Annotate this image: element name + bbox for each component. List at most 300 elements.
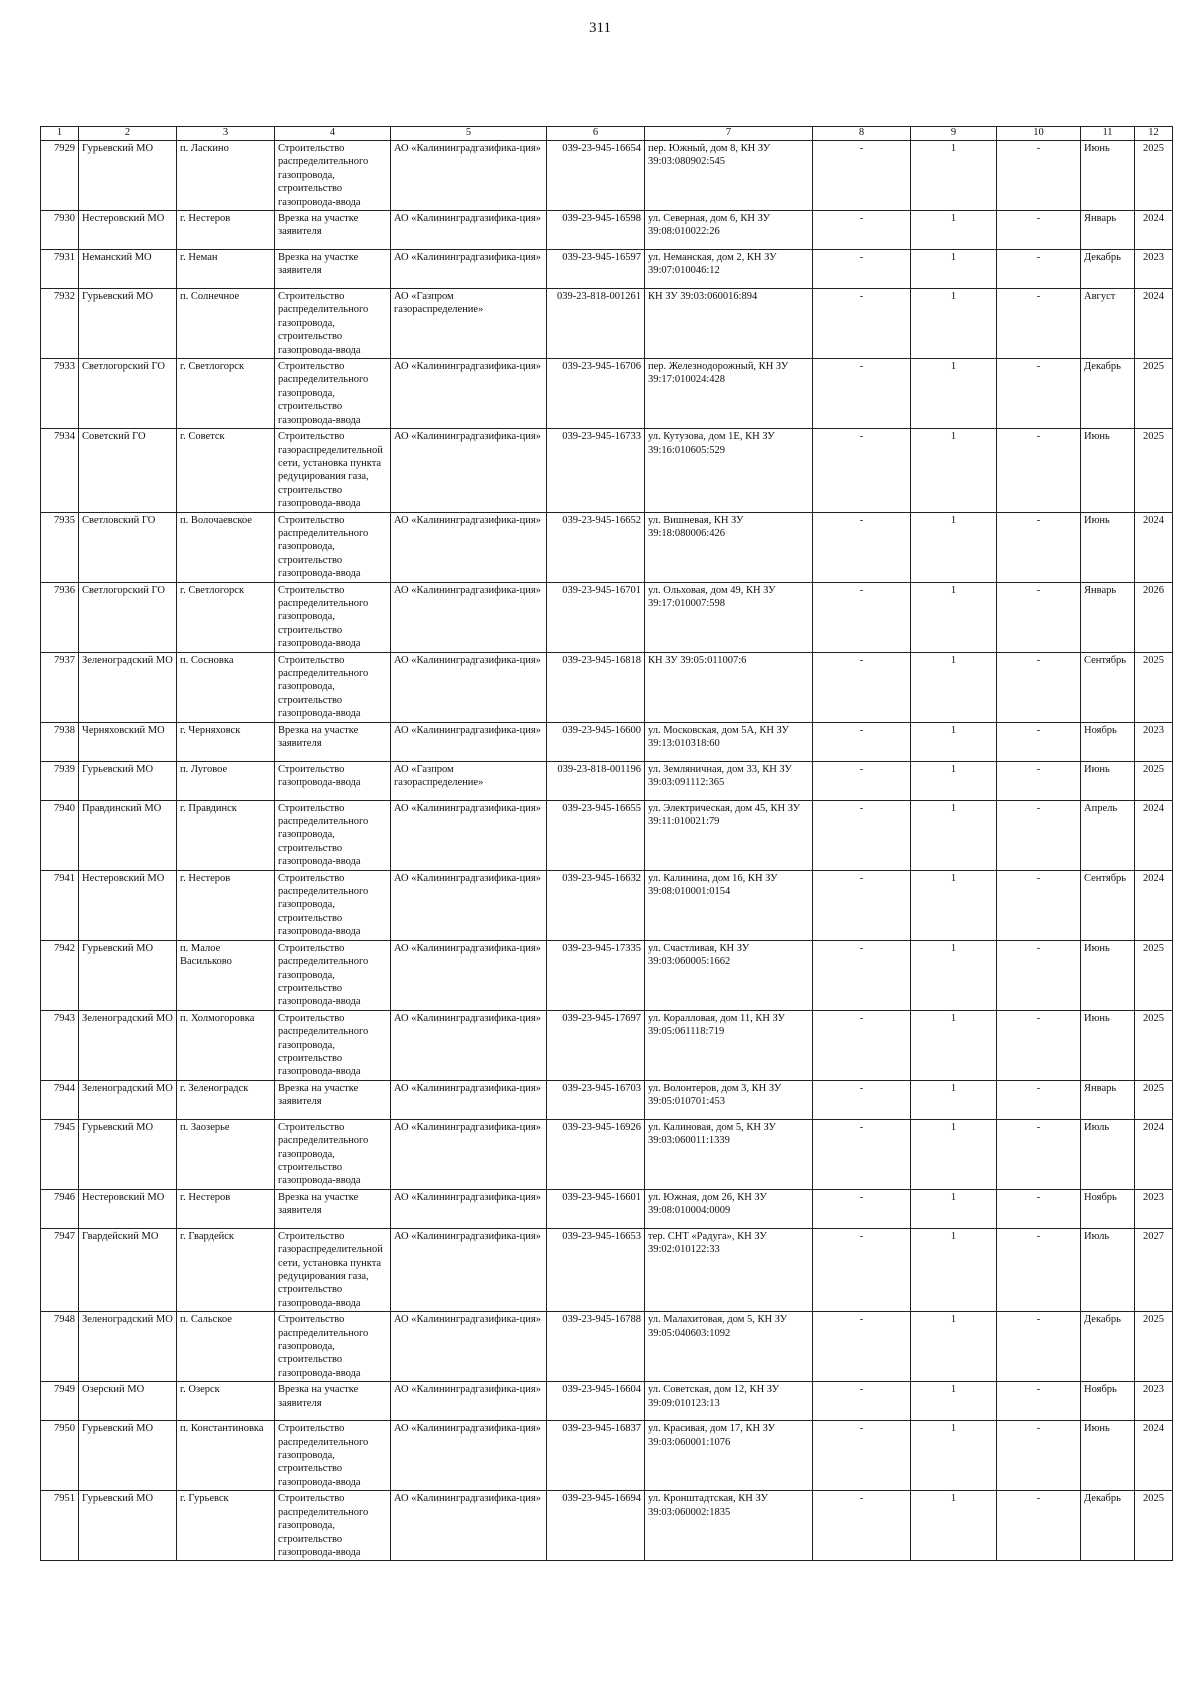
year-cell: 2024 bbox=[1135, 211, 1173, 250]
address-cell: ул. Советская, дом 12, КН ЗУ 39:09:010123:13 bbox=[645, 1382, 813, 1421]
locality-cell: п. Волочаевское bbox=[177, 512, 275, 582]
table-row bbox=[41, 1010, 1173, 1080]
row-number-cell: 7944 bbox=[41, 1080, 79, 1119]
col-10-value-cell: - bbox=[997, 1421, 1081, 1491]
request-code-cell: 039-23-818-001196 bbox=[547, 761, 645, 800]
year-cell: 2025 bbox=[1135, 141, 1173, 211]
col-9-value-cell: 1 bbox=[911, 761, 997, 800]
request-code-cell: 039-23-945-16597 bbox=[547, 250, 645, 289]
month-cell: Июнь bbox=[1081, 1010, 1135, 1080]
col-10-value-cell: - bbox=[997, 1382, 1081, 1421]
row-number-cell: 7951 bbox=[41, 1491, 79, 1561]
organization-cell: АО «Калининградгазифика-ция» bbox=[391, 512, 547, 582]
month-cell: Декабрь bbox=[1081, 1491, 1135, 1561]
month-cell: Июнь bbox=[1081, 940, 1135, 1010]
request-code-cell: 039-23-945-16701 bbox=[547, 582, 645, 652]
organization-cell: АО «Калининградгазифика-ция» bbox=[391, 652, 547, 722]
col-9-value-cell: 1 bbox=[911, 1228, 997, 1311]
request-code-cell: 039-23-945-16601 bbox=[547, 1189, 645, 1228]
column-header-11: 11 bbox=[1081, 127, 1135, 141]
year-cell: 2024 bbox=[1135, 1119, 1173, 1189]
month-cell: Июнь bbox=[1081, 761, 1135, 800]
address-cell: ул. Малахитовая, дом 5, КН ЗУ 39:05:040603:1092 bbox=[645, 1312, 813, 1382]
municipality-cell: Гурьевский МО bbox=[79, 141, 177, 211]
col-10-value-cell: - bbox=[997, 1312, 1081, 1382]
column-header-2: 2 bbox=[79, 127, 177, 141]
organization-cell: АО «Калининградгазифика-ция» bbox=[391, 1080, 547, 1119]
col-8-value-cell: - bbox=[813, 1080, 911, 1119]
table-row bbox=[41, 429, 1173, 512]
row-number-cell: 7934 bbox=[41, 429, 79, 512]
work-type-cell: Строительство распределительного газопровода, строительство газопровода-ввода bbox=[275, 289, 391, 359]
row-number-cell: 7931 bbox=[41, 250, 79, 289]
work-type-cell: Строительство распределительного газопровода, строительство газопровода-ввода bbox=[275, 1010, 391, 1080]
locality-cell: г. Зеленоградск bbox=[177, 1080, 275, 1119]
address-cell: ул. Неманская, дом 2, КН ЗУ 39:07:010046:12 bbox=[645, 250, 813, 289]
request-code-cell: 039-23-945-16703 bbox=[547, 1080, 645, 1119]
month-cell: Июль bbox=[1081, 1119, 1135, 1189]
locality-cell: г. Озерск bbox=[177, 1382, 275, 1421]
col-10-value-cell: - bbox=[997, 429, 1081, 512]
year-cell: 2025 bbox=[1135, 1312, 1173, 1382]
row-number-cell: 7935 bbox=[41, 512, 79, 582]
col-9-value-cell: 1 bbox=[911, 512, 997, 582]
request-code-cell: 039-23-945-17697 bbox=[547, 1010, 645, 1080]
municipality-cell: Правдинский МО bbox=[79, 800, 177, 870]
municipality-cell: Озерский МО bbox=[79, 1382, 177, 1421]
month-cell: Январь bbox=[1081, 211, 1135, 250]
row-number-cell: 7939 bbox=[41, 761, 79, 800]
work-type-cell: Врезка на участке заявителя bbox=[275, 722, 391, 761]
address-cell: ул. Калиновая, дом 5, КН ЗУ 39:03:060011:1339 bbox=[645, 1119, 813, 1189]
col-8-value-cell: - bbox=[813, 359, 911, 429]
organization-cell: АО «Калининградгазифика-ция» bbox=[391, 1189, 547, 1228]
col-8-value-cell: - bbox=[813, 722, 911, 761]
col-9-value-cell: 1 bbox=[911, 1382, 997, 1421]
month-cell: Июнь bbox=[1081, 1421, 1135, 1491]
row-number-cell: 7930 bbox=[41, 211, 79, 250]
municipality-cell: Гурьевский МО bbox=[79, 289, 177, 359]
address-cell: ул. Калинина, дом 16, КН ЗУ 39:08:010001:0154 bbox=[645, 870, 813, 940]
table-row bbox=[41, 940, 1173, 1010]
month-cell: Декабрь bbox=[1081, 1312, 1135, 1382]
request-code-cell: 039-23-945-16818 bbox=[547, 652, 645, 722]
table-body bbox=[41, 141, 1173, 1561]
table-row bbox=[41, 761, 1173, 800]
col-10-value-cell: - bbox=[997, 582, 1081, 652]
col-9-value-cell: 1 bbox=[911, 1119, 997, 1189]
col-8-value-cell: - bbox=[813, 1421, 911, 1491]
municipality-cell: Гвардейский МО bbox=[79, 1228, 177, 1311]
address-cell: ул. Электрическая, дом 45, КН ЗУ 39:11:010021:79 bbox=[645, 800, 813, 870]
col-8-value-cell: - bbox=[813, 1491, 911, 1561]
month-cell: Апрель bbox=[1081, 800, 1135, 870]
request-code-cell: 039-23-945-16653 bbox=[547, 1228, 645, 1311]
year-cell: 2025 bbox=[1135, 429, 1173, 512]
request-code-cell: 039-23-945-16632 bbox=[547, 870, 645, 940]
locality-cell: г. Неман bbox=[177, 250, 275, 289]
organization-cell: АО «Калининградгазифика-ция» bbox=[391, 359, 547, 429]
col-10-value-cell: - bbox=[997, 800, 1081, 870]
request-code-cell: 039-23-818-001261 bbox=[547, 289, 645, 359]
col-8-value-cell: - bbox=[813, 652, 911, 722]
municipality-cell: Светлогорский ГО bbox=[79, 582, 177, 652]
col-9-value-cell: 1 bbox=[911, 940, 997, 1010]
col-8-value-cell: - bbox=[813, 1189, 911, 1228]
request-code-cell: 039-23-945-16733 bbox=[547, 429, 645, 512]
work-type-cell: Строительство распределительного газопровода, строительство газопровода-ввода bbox=[275, 141, 391, 211]
row-number-cell: 7950 bbox=[41, 1421, 79, 1491]
locality-cell: п. Константиновка bbox=[177, 1421, 275, 1491]
work-type-cell: Строительство распределительного газопровода, строительство газопровода-ввода bbox=[275, 1312, 391, 1382]
work-type-cell: Строительство распределительного газопровода, строительство газопровода-ввода bbox=[275, 940, 391, 1010]
address-cell: ул. Кутузова, дом 1Е, КН ЗУ 39:16:010605:529 bbox=[645, 429, 813, 512]
address-cell: пер. Железнодорожный, КН ЗУ 39:17:010024:428 bbox=[645, 359, 813, 429]
month-cell: Декабрь bbox=[1081, 250, 1135, 289]
year-cell: 2025 bbox=[1135, 1010, 1173, 1080]
request-code-cell: 039-23-945-16926 bbox=[547, 1119, 645, 1189]
locality-cell: г. Светлогорск bbox=[177, 359, 275, 429]
organization-cell: АО «Калининградгазифика-ция» bbox=[391, 1421, 547, 1491]
locality-cell: п. Солнечное bbox=[177, 289, 275, 359]
col-9-value-cell: 1 bbox=[911, 141, 997, 211]
month-cell: Август bbox=[1081, 289, 1135, 359]
row-number-cell: 7948 bbox=[41, 1312, 79, 1382]
month-cell: Июнь bbox=[1081, 429, 1135, 512]
locality-cell: п. Заозерье bbox=[177, 1119, 275, 1189]
work-type-cell: Строительство распределительного газопровода, строительство газопровода-ввода bbox=[275, 870, 391, 940]
col-8-value-cell: - bbox=[813, 1119, 911, 1189]
municipality-cell: Гурьевский МО bbox=[79, 1491, 177, 1561]
table-row bbox=[41, 1080, 1173, 1119]
col-10-value-cell: - bbox=[997, 1491, 1081, 1561]
year-cell: 2024 bbox=[1135, 289, 1173, 359]
table-row bbox=[41, 1119, 1173, 1189]
municipality-cell: Черняховский МО bbox=[79, 722, 177, 761]
table-row bbox=[41, 141, 1173, 211]
municipality-cell: Светловский ГО bbox=[79, 512, 177, 582]
request-code-cell: 039-23-945-16655 bbox=[547, 800, 645, 870]
organization-cell: АО «Калининградгазифика-ция» bbox=[391, 250, 547, 289]
organization-cell: АО «Калининградгазифика-ция» bbox=[391, 870, 547, 940]
table-row bbox=[41, 800, 1173, 870]
col-9-value-cell: 1 bbox=[911, 211, 997, 250]
row-number-cell: 7943 bbox=[41, 1010, 79, 1080]
request-code-cell: 039-23-945-16706 bbox=[547, 359, 645, 429]
col-9-value-cell: 1 bbox=[911, 1189, 997, 1228]
municipality-cell: Гурьевский МО bbox=[79, 940, 177, 1010]
table-row bbox=[41, 1189, 1173, 1228]
year-cell: 2023 bbox=[1135, 1382, 1173, 1421]
work-type-cell: Строительство распределительного газопровода, строительство газопровода-ввода bbox=[275, 800, 391, 870]
year-cell: 2023 bbox=[1135, 1189, 1173, 1228]
col-9-value-cell: 1 bbox=[911, 1010, 997, 1080]
table-row bbox=[41, 289, 1173, 359]
organization-cell: АО «Калининградгазифика-ция» bbox=[391, 1491, 547, 1561]
work-type-cell: Врезка на участке заявителя bbox=[275, 1080, 391, 1119]
locality-cell: п. Луговое bbox=[177, 761, 275, 800]
col-10-value-cell: - bbox=[997, 1189, 1081, 1228]
work-type-cell: Врезка на участке заявителя bbox=[275, 211, 391, 250]
column-header-9: 9 bbox=[911, 127, 997, 141]
column-header-8: 8 bbox=[813, 127, 911, 141]
table-row bbox=[41, 211, 1173, 250]
table-row bbox=[41, 1421, 1173, 1491]
address-cell: ул. Северная, дом 6, КН ЗУ 39:08:010022:26 bbox=[645, 211, 813, 250]
address-cell: ул. Земляничная, дом 33, КН ЗУ 39:03:091112:365 bbox=[645, 761, 813, 800]
row-number-cell: 7945 bbox=[41, 1119, 79, 1189]
row-number-cell: 7940 bbox=[41, 800, 79, 870]
table-row bbox=[41, 250, 1173, 289]
municipality-cell: Нестеровский МО bbox=[79, 211, 177, 250]
address-cell: ул. Кронштадтская, КН ЗУ 39:03:060002:1835 bbox=[645, 1491, 813, 1561]
table-row bbox=[41, 359, 1173, 429]
year-cell: 2025 bbox=[1135, 652, 1173, 722]
locality-cell: г. Гвардейск bbox=[177, 1228, 275, 1311]
col-8-value-cell: - bbox=[813, 289, 911, 359]
row-number-cell: 7946 bbox=[41, 1189, 79, 1228]
work-type-cell: Строительство газораспределительной сети, установка пункта редуцирования газа, строительство газопровода-ввода bbox=[275, 429, 391, 512]
col-8-value-cell: - bbox=[813, 582, 911, 652]
locality-cell: г. Светлогорск bbox=[177, 582, 275, 652]
work-type-cell: Строительство распределительного газопровода, строительство газопровода-ввода bbox=[275, 582, 391, 652]
address-cell: ул. Коралловая, дом 11, КН ЗУ 39:05:061118:719 bbox=[645, 1010, 813, 1080]
locality-cell: г. Гурьевск bbox=[177, 1491, 275, 1561]
col-10-value-cell: - bbox=[997, 512, 1081, 582]
municipality-cell: Гурьевский МО bbox=[79, 761, 177, 800]
month-cell: Январь bbox=[1081, 1080, 1135, 1119]
municipality-cell: Неманский МО bbox=[79, 250, 177, 289]
municipality-cell: Зеленоградский МО bbox=[79, 1312, 177, 1382]
work-type-cell: Строительство распределительного газопровода, строительство газопровода-ввода bbox=[275, 1421, 391, 1491]
column-header-1: 1 bbox=[41, 127, 79, 141]
col-10-value-cell: - bbox=[997, 359, 1081, 429]
year-cell: 2024 bbox=[1135, 870, 1173, 940]
work-type-cell: Строительство распределительного газопровода, строительство газопровода-ввода bbox=[275, 1119, 391, 1189]
col-10-value-cell: - bbox=[997, 870, 1081, 940]
organization-cell: АО «Калининградгазифика-ция» bbox=[391, 1010, 547, 1080]
municipality-cell: Советский ГО bbox=[79, 429, 177, 512]
col-8-value-cell: - bbox=[813, 940, 911, 1010]
month-cell: Сентябрь bbox=[1081, 652, 1135, 722]
year-cell: 2025 bbox=[1135, 359, 1173, 429]
work-type-cell: Строительство распределительного газопровода, строительство газопровода-ввода bbox=[275, 512, 391, 582]
month-cell: Декабрь bbox=[1081, 359, 1135, 429]
organization-cell: АО «Калининградгазифика-ция» bbox=[391, 1119, 547, 1189]
month-cell: Июль bbox=[1081, 1228, 1135, 1311]
organization-cell: АО «Калининградгазифика-ция» bbox=[391, 429, 547, 512]
municipality-cell: Гурьевский МО bbox=[79, 1119, 177, 1189]
month-cell: Январь bbox=[1081, 582, 1135, 652]
month-cell: Июнь bbox=[1081, 512, 1135, 582]
col-10-value-cell: - bbox=[997, 1119, 1081, 1189]
table-row bbox=[41, 1491, 1173, 1561]
row-number-cell: 7933 bbox=[41, 359, 79, 429]
year-cell: 2025 bbox=[1135, 940, 1173, 1010]
row-number-cell: 7937 bbox=[41, 652, 79, 722]
locality-cell: г. Советск bbox=[177, 429, 275, 512]
address-cell: КН ЗУ 39:03:060016:894 bbox=[645, 289, 813, 359]
organization-cell: АО «Газпром газораспределение» bbox=[391, 761, 547, 800]
locality-cell: г. Черняховск bbox=[177, 722, 275, 761]
col-10-value-cell: - bbox=[997, 141, 1081, 211]
year-cell: 2025 bbox=[1135, 1491, 1173, 1561]
col-9-value-cell: 1 bbox=[911, 800, 997, 870]
table-header-row bbox=[41, 127, 1173, 141]
col-9-value-cell: 1 bbox=[911, 1312, 997, 1382]
request-code-cell: 039-23-945-16604 bbox=[547, 1382, 645, 1421]
year-cell: 2024 bbox=[1135, 1421, 1173, 1491]
address-cell: ул. Красивая, дом 17, КН ЗУ 39:03:060001:1076 bbox=[645, 1421, 813, 1491]
organization-cell: АО «Калининградгазифика-ция» bbox=[391, 211, 547, 250]
col-8-value-cell: - bbox=[813, 1228, 911, 1311]
municipality-cell: Зеленоградский МО bbox=[79, 652, 177, 722]
col-9-value-cell: 1 bbox=[911, 250, 997, 289]
locality-cell: г. Нестеров bbox=[177, 211, 275, 250]
month-cell: Ноябрь bbox=[1081, 722, 1135, 761]
column-header-3: 3 bbox=[177, 127, 275, 141]
page-number: 311 bbox=[589, 20, 611, 36]
row-number-cell: 7949 bbox=[41, 1382, 79, 1421]
table-row bbox=[41, 870, 1173, 940]
row-number-cell: 7941 bbox=[41, 870, 79, 940]
col-10-value-cell: - bbox=[997, 211, 1081, 250]
request-code-cell: 039-23-945-16652 bbox=[547, 512, 645, 582]
col-8-value-cell: - bbox=[813, 870, 911, 940]
address-cell: ул. Московская, дом 5А, КН ЗУ 39:13:010318:60 bbox=[645, 722, 813, 761]
work-type-cell: Врезка на участке заявителя bbox=[275, 250, 391, 289]
col-9-value-cell: 1 bbox=[911, 582, 997, 652]
col-8-value-cell: - bbox=[813, 1010, 911, 1080]
organization-cell: АО «Калининградгазифика-ция» bbox=[391, 1312, 547, 1382]
work-type-cell: Строительство газораспределительной сети, установка пункта редуцирования газа, строительство газопровода-ввода bbox=[275, 1228, 391, 1311]
table-row bbox=[41, 1228, 1173, 1311]
locality-cell: п. Холмогоровка bbox=[177, 1010, 275, 1080]
row-number-cell: 7938 bbox=[41, 722, 79, 761]
col-8-value-cell: - bbox=[813, 250, 911, 289]
table-row bbox=[41, 1312, 1173, 1382]
organization-cell: АО «Калининградгазифика-ция» bbox=[391, 1228, 547, 1311]
table-row bbox=[41, 652, 1173, 722]
col-8-value-cell: - bbox=[813, 761, 911, 800]
gasification-table-container bbox=[40, 126, 1173, 1561]
request-code-cell: 039-23-945-16788 bbox=[547, 1312, 645, 1382]
address-cell: ул. Ольховая, дом 49, КН ЗУ 39:17:010007:598 bbox=[645, 582, 813, 652]
year-cell: 2026 bbox=[1135, 582, 1173, 652]
col-9-value-cell: 1 bbox=[911, 359, 997, 429]
organization-cell: АО «Газпром газораспределение» bbox=[391, 289, 547, 359]
col-10-value-cell: - bbox=[997, 1080, 1081, 1119]
column-header-10: 10 bbox=[997, 127, 1081, 141]
row-number-cell: 7942 bbox=[41, 940, 79, 1010]
col-9-value-cell: 1 bbox=[911, 289, 997, 359]
row-number-cell: 7947 bbox=[41, 1228, 79, 1311]
locality-cell: п. Сосновка bbox=[177, 652, 275, 722]
row-number-cell: 7936 bbox=[41, 582, 79, 652]
address-cell: пер. Южный, дом 8, КН ЗУ 39:03:080902:545 bbox=[645, 141, 813, 211]
table-row bbox=[41, 722, 1173, 761]
row-number-cell: 7929 bbox=[41, 141, 79, 211]
work-type-cell: Строительство распределительного газопровода, строительство газопровода-ввода bbox=[275, 652, 391, 722]
municipality-cell: Светлогорский ГО bbox=[79, 359, 177, 429]
table-row bbox=[41, 1382, 1173, 1421]
col-9-value-cell: 1 bbox=[911, 722, 997, 761]
col-9-value-cell: 1 bbox=[911, 1491, 997, 1561]
request-code-cell: 039-23-945-16837 bbox=[547, 1421, 645, 1491]
month-cell: Сентябрь bbox=[1081, 870, 1135, 940]
year-cell: 2023 bbox=[1135, 722, 1173, 761]
column-header-7: 7 bbox=[645, 127, 813, 141]
column-header-6: 6 bbox=[547, 127, 645, 141]
municipality-cell: Нестеровский МО bbox=[79, 870, 177, 940]
col-9-value-cell: 1 bbox=[911, 870, 997, 940]
col-8-value-cell: - bbox=[813, 1312, 911, 1382]
col-9-value-cell: 1 bbox=[911, 1421, 997, 1491]
col-10-value-cell: - bbox=[997, 940, 1081, 1010]
address-cell: КН ЗУ 39:05:011007:6 bbox=[645, 652, 813, 722]
table-row bbox=[41, 512, 1173, 582]
municipality-cell: Зеленоградский МО bbox=[79, 1080, 177, 1119]
col-10-value-cell: - bbox=[997, 250, 1081, 289]
organization-cell: АО «Калининградгазифика-ция» bbox=[391, 940, 547, 1010]
col-9-value-cell: 1 bbox=[911, 652, 997, 722]
col-8-value-cell: - bbox=[813, 429, 911, 512]
work-type-cell: Строительство распределительного газопровода, строительство газопровода-ввода bbox=[275, 359, 391, 429]
year-cell: 2027 bbox=[1135, 1228, 1173, 1311]
col-10-value-cell: - bbox=[997, 1228, 1081, 1311]
column-header-12: 12 bbox=[1135, 127, 1173, 141]
organization-cell: АО «Калининградгазифика-ция» bbox=[391, 141, 547, 211]
request-code-cell: 039-23-945-16598 bbox=[547, 211, 645, 250]
table-row bbox=[41, 582, 1173, 652]
work-type-cell: Врезка на участке заявителя bbox=[275, 1382, 391, 1421]
request-code-cell: 039-23-945-16654 bbox=[547, 141, 645, 211]
municipality-cell: Нестеровский МО bbox=[79, 1189, 177, 1228]
col-10-value-cell: - bbox=[997, 761, 1081, 800]
work-type-cell: Строительство газопровода-ввода bbox=[275, 761, 391, 800]
organization-cell: АО «Калининградгазифика-ция» bbox=[391, 722, 547, 761]
gasification-table bbox=[40, 126, 1173, 1561]
col-8-value-cell: - bbox=[813, 141, 911, 211]
request-code-cell: 039-23-945-17335 bbox=[547, 940, 645, 1010]
locality-cell: п. Ласкино bbox=[177, 141, 275, 211]
col-8-value-cell: - bbox=[813, 211, 911, 250]
address-cell: тер. СНТ «Радуга», КН ЗУ 39:02:010122:33 bbox=[645, 1228, 813, 1311]
month-cell: Ноябрь bbox=[1081, 1189, 1135, 1228]
column-header-5: 5 bbox=[391, 127, 547, 141]
work-type-cell: Строительство распределительного газопровода, строительство газопровода-ввода bbox=[275, 1491, 391, 1561]
locality-cell: п. Малое Васильково bbox=[177, 940, 275, 1010]
address-cell: ул. Южная, дом 26, КН ЗУ 39:08:010004:0009 bbox=[645, 1189, 813, 1228]
col-10-value-cell: - bbox=[997, 722, 1081, 761]
municipality-cell: Зеленоградский МО bbox=[79, 1010, 177, 1080]
column-header-4: 4 bbox=[275, 127, 391, 141]
year-cell: 2023 bbox=[1135, 250, 1173, 289]
locality-cell: г. Нестеров bbox=[177, 1189, 275, 1228]
col-8-value-cell: - bbox=[813, 800, 911, 870]
request-code-cell: 039-23-945-16694 bbox=[547, 1491, 645, 1561]
address-cell: ул. Вишневая, КН ЗУ 39:18:080006:426 bbox=[645, 512, 813, 582]
year-cell: 2025 bbox=[1135, 761, 1173, 800]
municipality-cell: Гурьевский МО bbox=[79, 1421, 177, 1491]
request-code-cell: 039-23-945-16600 bbox=[547, 722, 645, 761]
organization-cell: АО «Калининградгазифика-ция» bbox=[391, 1382, 547, 1421]
month-cell: Июнь bbox=[1081, 141, 1135, 211]
row-number-cell: 7932 bbox=[41, 289, 79, 359]
month-cell: Ноябрь bbox=[1081, 1382, 1135, 1421]
col-8-value-cell: - bbox=[813, 512, 911, 582]
organization-cell: АО «Калининградгазифика-ция» bbox=[391, 582, 547, 652]
